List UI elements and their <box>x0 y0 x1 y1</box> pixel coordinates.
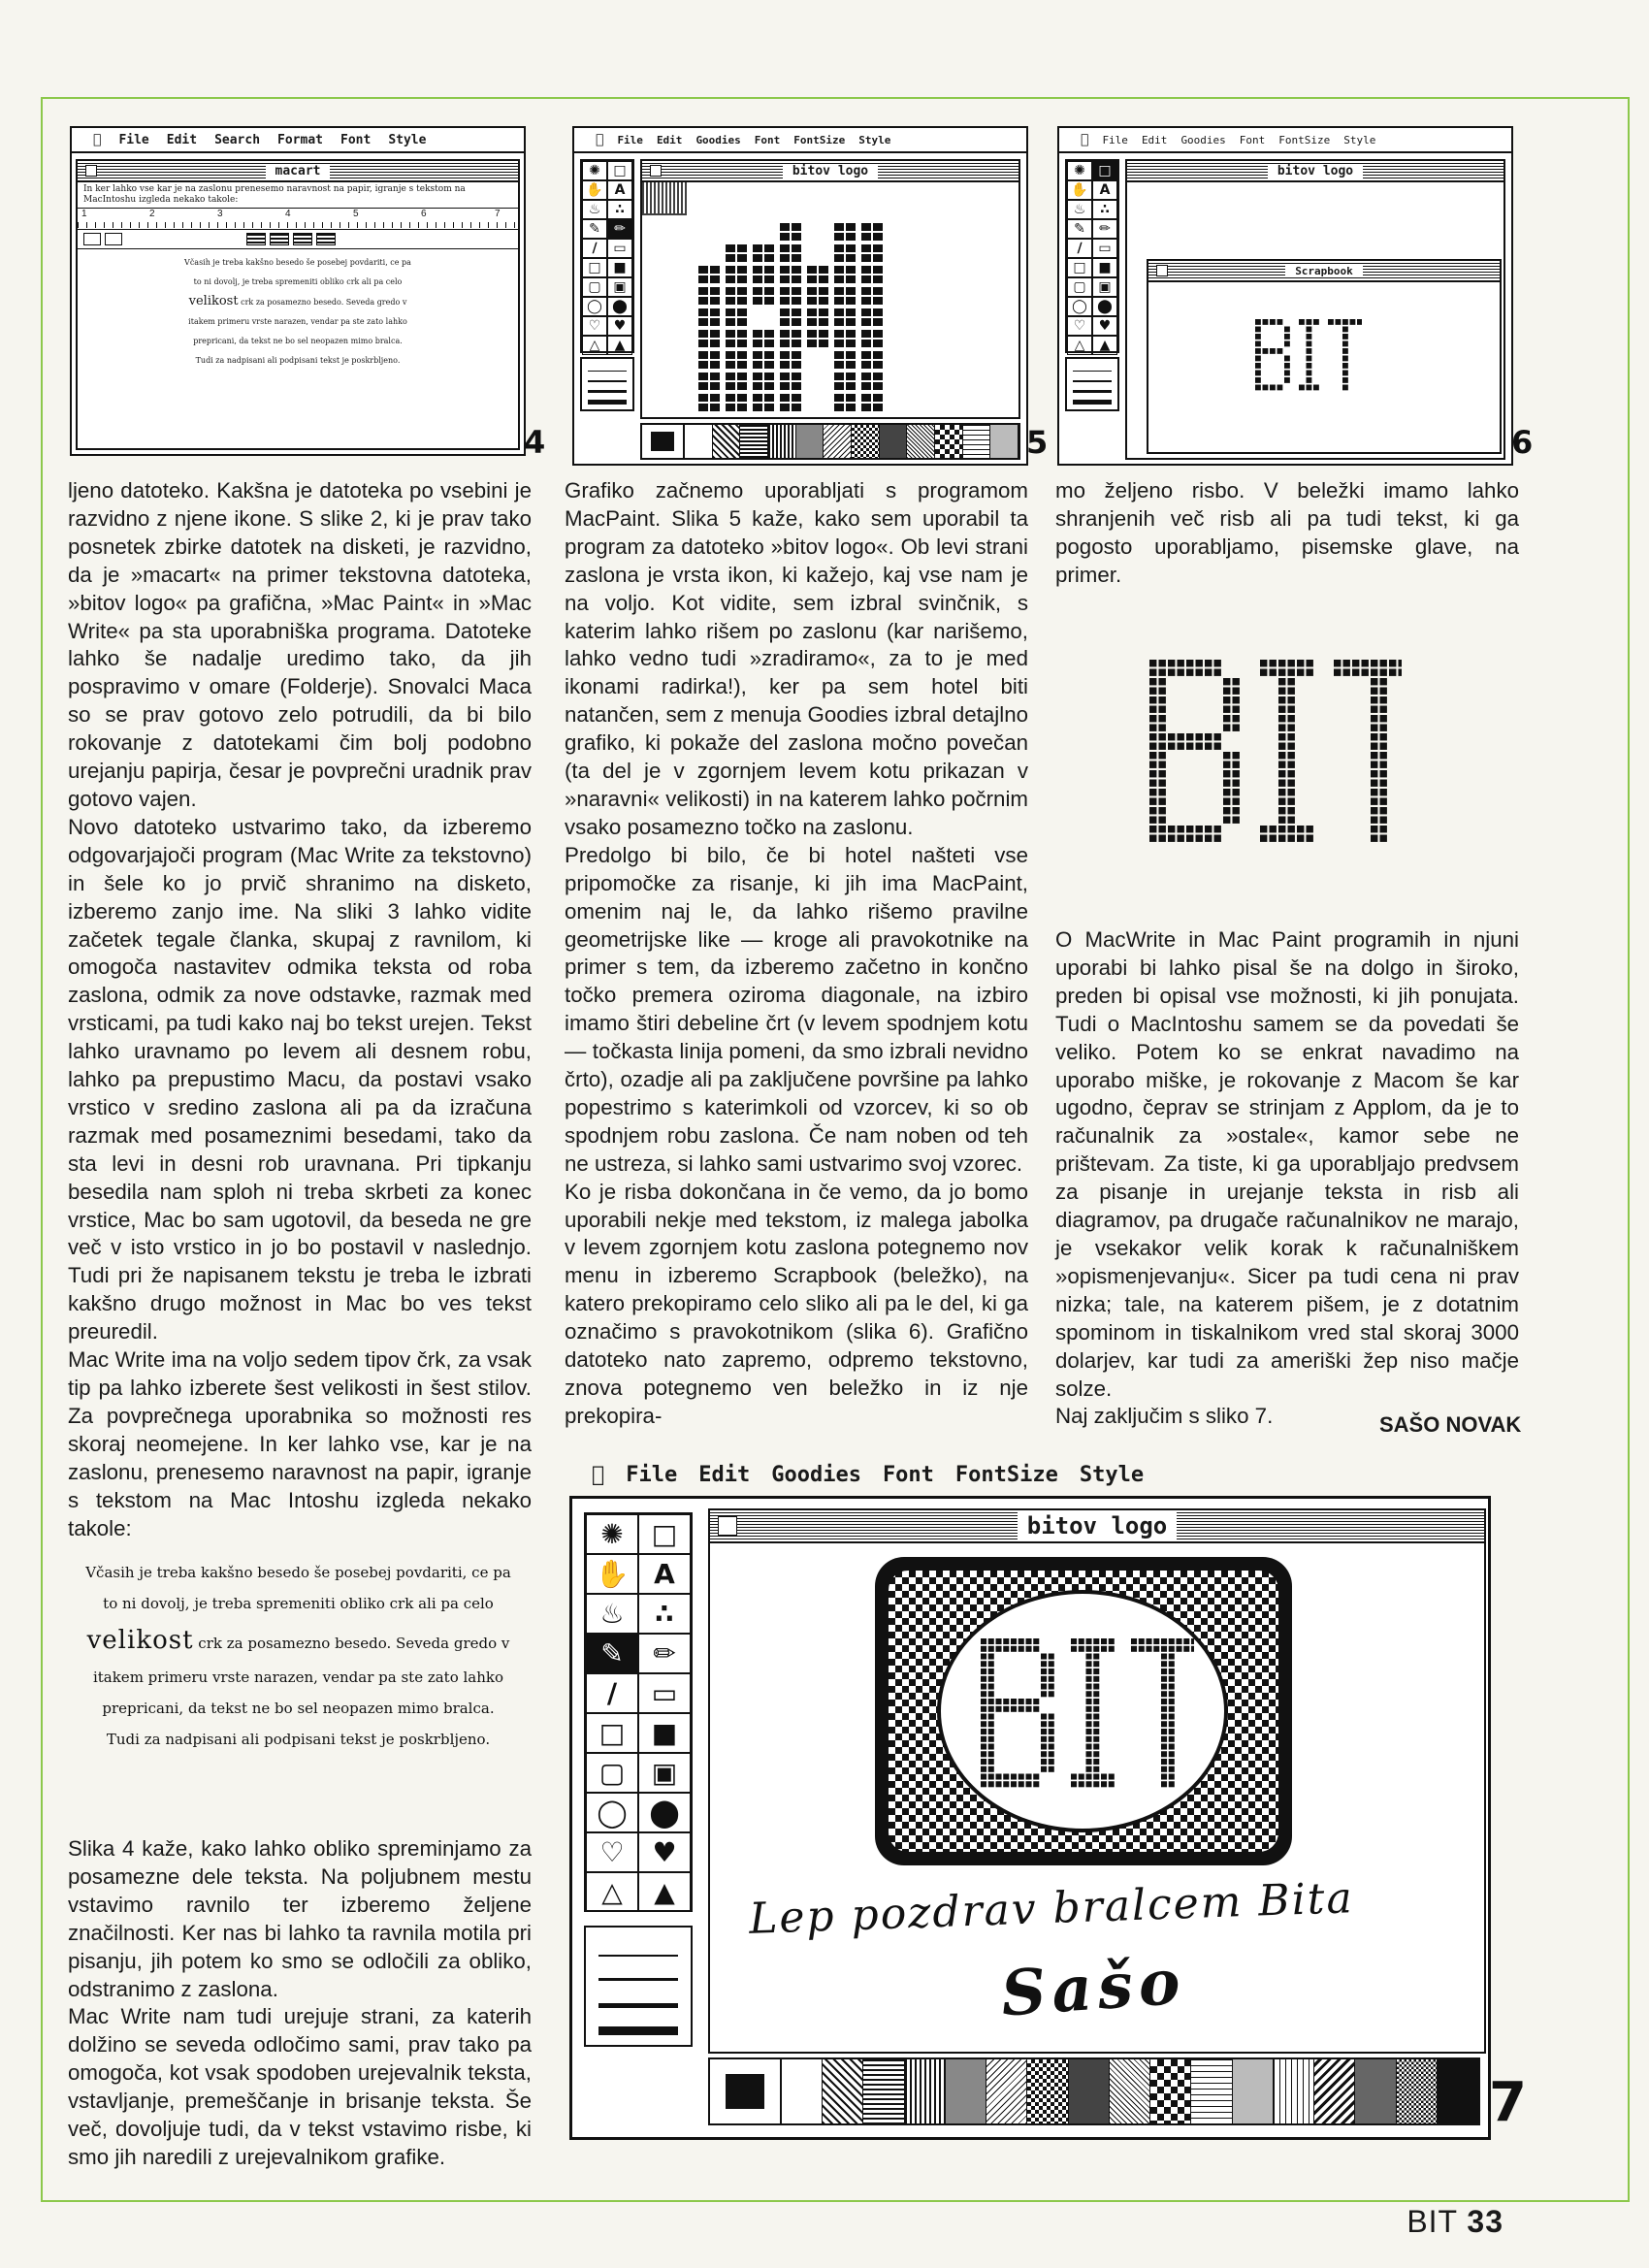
ruler-number: 6 <box>421 209 427 219</box>
eraser-icon[interactable]: ▭ <box>1092 239 1117 258</box>
menu-file[interactable]: File <box>111 132 142 147</box>
freeform-icon[interactable]: ♡ <box>586 1832 638 1872</box>
bucket-icon[interactable]: ♨ <box>1067 200 1092 219</box>
typography-sample <box>58 1564 538 1762</box>
oval-icon[interactable]: ◯ <box>582 297 607 316</box>
pattern[interactable] <box>823 2059 863 2123</box>
paragraph: Grafiko začnemo uporabljati s programom MacPaint. Slika 5 kaže, kako sem uporabil ta program za datoteko »bitov logo«. Ob levi strani zaslona je vrsta ikon, ki kažejo, kaj vse nam je na voljo. Kot vidite, sem izbral svinčnik, s katerim lahko rišem po zaslonu (kar narišemo, lahko vedno tudi »zradiramo«, za to je med ikonami radirka!), ker pa sem hotel biti natančen, sem z menuja Goodies izbral detajlno grafiko, ki pokaže del zaslona močno povečan (ta del je v zgornjem levem kotu prikazan v »naravni« velikosti) in na katerem lahko počrnim vsako posamezno točko na zaslonu. <box>565 478 1028 839</box>
close-box-icon[interactable] <box>718 1516 737 1536</box>
magazine-name: BIT <box>1406 2204 1458 2239</box>
paragraph: ljeno datoteko. Kakšna je datoteka po vsebini je razvidno z njene ikone. S slike 2, ki je prav tako posnetek zbirke datotek na disketi, je razvidno, da je »macart« na primer tekstovna datoteka, »bitov logo« pa grafična, »Mac Paint« in »Mac Write« pa sta uporabniška programa. Datoteke lahko še nadalje uredimo tako, da jih pospravimo v omare (Folderje). Snovalci Maca so se prav gotovo zelo potrudili, da bi bilo rokovanje z datotekami čim bolj podobno urejanju papirja, česar je povprečni uradnik prav gotovo vajen. <box>68 478 532 811</box>
line-icon[interactable]: ∕ <box>586 1673 638 1713</box>
pattern[interactable] <box>963 425 991 458</box>
spacing-icon[interactable] <box>83 233 101 245</box>
window-title: bitov logo <box>783 164 878 178</box>
eraser-icon[interactable]: ▭ <box>638 1673 691 1713</box>
menu-edit[interactable]: Edit <box>1133 133 1159 146</box>
menu-edit[interactable]: Edit <box>158 132 189 147</box>
pattern[interactable] <box>768 425 796 458</box>
menu-file[interactable]: File <box>609 133 635 146</box>
close-box-icon[interactable] <box>1156 265 1168 276</box>
menu-goodies[interactable]: Goodies <box>688 133 733 146</box>
ruler-number: 5 <box>353 209 359 219</box>
document-body[interactable] <box>78 182 518 209</box>
column-1-top <box>68 477 532 1542</box>
sample-line: itakem primeru vrste narazen, vendar pa ste zato lahko <box>188 317 407 326</box>
sample-line <box>78 292 518 312</box>
tool-palette <box>1065 159 1119 353</box>
menu-style[interactable]: Style <box>1335 133 1368 146</box>
ruler-number: 4 <box>285 209 291 219</box>
signature: Sašo <box>998 1945 1188 2031</box>
spray-icon[interactable]: ∴ <box>1092 200 1117 219</box>
body-line: In ker lahko vse kar je na zaslonu prenesemo naravnost na papir, igranje s tekstom na <box>83 184 466 194</box>
sample-line-rest: crk za posamezno besedo. Seveda gredo v <box>198 1635 510 1652</box>
spacing-icon[interactable] <box>105 233 122 245</box>
freeform-icon[interactable]: ♡ <box>1067 316 1092 336</box>
brush-icon[interactable]: ✎ <box>1067 219 1092 239</box>
filled-oval-icon[interactable]: ⬤ <box>607 297 632 316</box>
window-title: macart <box>266 164 331 178</box>
sample-big-word: velikost <box>188 294 239 308</box>
line-width-palette[interactable] <box>584 1926 693 2047</box>
figure-6-scrapbook-screenshot <box>1057 126 1513 466</box>
menu-fontsize[interactable]: FontSize <box>1270 133 1322 146</box>
freeform-icon[interactable]: ♡ <box>582 316 607 336</box>
figure-number: 5 <box>1026 424 1049 461</box>
filled-rounded-rect-icon[interactable]: ▣ <box>1092 277 1117 297</box>
line-width-palette[interactable] <box>580 357 634 411</box>
apple-icon[interactable] <box>596 132 603 147</box>
brush-icon[interactable]: ✎ <box>586 1634 638 1673</box>
pattern[interactable] <box>1233 2059 1274 2123</box>
filled-freeform-icon[interactable]: ♥ <box>1092 316 1117 336</box>
pattern[interactable] <box>1150 2059 1191 2123</box>
pattern[interactable] <box>1110 2059 1150 2123</box>
window-titlebar[interactable] <box>642 161 1018 182</box>
menu-font[interactable]: Font <box>332 132 363 147</box>
pattern[interactable] <box>685 425 713 458</box>
page-number: 33 <box>1467 2204 1504 2239</box>
ruler-icons <box>78 230 518 249</box>
sample-line <box>58 1626 538 1655</box>
paint-screen <box>569 1496 1491 2140</box>
pattern[interactable] <box>1027 2059 1068 2123</box>
spray-icon[interactable]: ∴ <box>638 1594 691 1634</box>
rounded-rect-icon[interactable]: ▢ <box>582 277 607 297</box>
align-left-icon[interactable] <box>246 233 266 245</box>
plate-bit-logo <box>981 1638 1194 1794</box>
filled-polygon-icon[interactable]: ▲ <box>638 1872 691 1912</box>
paint-window <box>640 159 1020 419</box>
menu-file[interactable]: File <box>613 1462 664 1487</box>
rectangle-icon[interactable]: □ <box>586 1713 638 1753</box>
select-icon[interactable]: □ <box>607 161 632 180</box>
figure-number: 4 <box>524 424 546 461</box>
author-byline: SAŠO NOVAK <box>1379 1412 1522 1437</box>
filled-rounded-rect-icon[interactable]: ▣ <box>638 1753 691 1793</box>
filled-rounded-rect-icon[interactable]: ▣ <box>607 277 632 297</box>
apple-icon[interactable] <box>1081 132 1088 147</box>
apple-icon[interactable] <box>592 1463 604 1487</box>
paragraph: Naj zaključim s sliko 7. <box>1055 1404 1274 1429</box>
sample-line: to ni dovolj, je treba spremeniti obliko crk ali pa celo <box>193 277 403 286</box>
menu-style[interactable]: Style <box>850 133 883 146</box>
select-icon[interactable]: □ <box>638 1514 691 1554</box>
hand-icon[interactable]: ✋ <box>1067 180 1092 200</box>
scrapbook-titlebar[interactable] <box>1148 261 1500 282</box>
page-footer <box>1406 2204 1504 2240</box>
pattern[interactable] <box>824 425 852 458</box>
menu-font[interactable]: Font <box>1231 133 1257 146</box>
tool-palette <box>580 159 634 353</box>
window-titlebar[interactable] <box>1127 161 1504 182</box>
pattern[interactable] <box>986 2059 1027 2123</box>
rounded-rect-icon[interactable]: ▢ <box>1067 277 1092 297</box>
menu-bar <box>558 1455 1494 1494</box>
ruler-number: 1 <box>81 209 87 219</box>
sample-line: Tudi za nadpisani ali podpisani tekst je poskrbljeno. <box>106 1731 491 1748</box>
body-line: MacIntoshu izgleda nekako takole: <box>83 195 239 205</box>
figure-7-macpaint-screenshot <box>558 1455 1494 2142</box>
menu-fontsize[interactable]: FontSize <box>785 133 837 146</box>
pattern[interactable] <box>905 2059 946 2123</box>
menu-format[interactable]: Format <box>269 132 315 147</box>
pattern[interactable] <box>782 2059 823 2123</box>
pattern[interactable] <box>1274 2059 1314 2123</box>
pattern[interactable] <box>852 425 880 458</box>
sample-line: prepricani, da tekst ne bo sel neopazen mimo bralca. <box>102 1700 495 1717</box>
align-right-icon[interactable] <box>293 233 312 245</box>
menu-file[interactable]: File <box>1094 133 1120 146</box>
window-titlebar[interactable] <box>710 1510 1484 1543</box>
align-center-icon[interactable] <box>270 233 289 245</box>
pattern[interactable] <box>907 425 935 458</box>
pencil-icon[interactable]: ✏ <box>1092 219 1117 239</box>
menu-edit[interactable]: Edit <box>685 1462 737 1487</box>
hand-icon[interactable]: ✋ <box>582 180 607 200</box>
pattern[interactable] <box>1314 2059 1355 2123</box>
paragraph: Predolgo bi bilo, če bi hotel našteti vse pripomočke za risanje, ki jih ima MacPaint, omenim naj le, da lahko rišemo pravilne geometrijske like — kroge ali pravokotnike na primer s tem, da izberemo začetno in končno točko premera oziroma diagonale, na izbiro imamo štiri debeline črt (v levem spodnjem kotu — točkasta linija pomeni, da smo izbrali nevidno črto), ozadje ali pa zaključene površine pa lahko popestrimo s katerimkoli od vzorcev, ki so ob spodnjem robu zaslona. Če nam noben od teh ne ustreza, si lahko sami ustvarimo svoj vzorec. <box>565 842 1028 1176</box>
pattern[interactable] <box>1191 2059 1232 2123</box>
pattern[interactable] <box>796 425 824 458</box>
brush-icon[interactable]: ✎ <box>582 219 607 239</box>
pattern[interactable] <box>946 2059 986 2123</box>
close-box-icon[interactable] <box>85 165 97 177</box>
filled-rectangle-icon[interactable]: ■ <box>1092 258 1117 277</box>
lasso-icon[interactable]: ✺ <box>586 1514 638 1554</box>
sample-line: prepricani, da tekst ne bo sel neopazen mimo bralca. <box>193 337 403 345</box>
menu-style[interactable]: Style <box>379 132 419 147</box>
current-pattern[interactable] <box>710 2059 782 2123</box>
menu-goodies[interactable]: Goodies <box>1173 133 1218 146</box>
filled-polygon-icon[interactable]: ▲ <box>607 336 632 355</box>
pattern-palette <box>640 423 1020 460</box>
paint-window <box>708 1508 1486 2054</box>
rectangle-icon[interactable]: □ <box>1067 258 1092 277</box>
pattern[interactable] <box>935 425 963 458</box>
line-width-palette[interactable] <box>1065 357 1119 411</box>
select-icon[interactable]: □ <box>1092 161 1117 180</box>
window-title: bitov logo <box>1018 1512 1178 1539</box>
spray-icon[interactable]: ∴ <box>607 200 632 219</box>
filled-oval-icon[interactable]: ⬤ <box>638 1793 691 1832</box>
scrapbook-window <box>1147 259 1502 454</box>
ruler-number: 3 <box>217 209 223 219</box>
menu-style[interactable]: Style <box>1066 1462 1131 1487</box>
handwriting: Lep pozdrav bralcem Bita <box>748 1873 1355 1944</box>
hand-icon[interactable]: ✋ <box>586 1554 638 1594</box>
figure-4-macwrite-screenshot <box>70 126 526 456</box>
apple-icon[interactable] <box>93 132 101 147</box>
menu-bar <box>1059 128 1511 153</box>
scrapbook-title: Scrapbook <box>1285 265 1363 277</box>
pattern[interactable] <box>713 425 741 458</box>
figure-number: 6 <box>1511 424 1534 461</box>
line-icon[interactable]: ∕ <box>582 239 607 258</box>
pattern[interactable] <box>880 425 908 458</box>
menu-edit[interactable]: Edit <box>648 133 674 146</box>
pattern[interactable] <box>863 2059 904 2123</box>
menu-search[interactable]: Search <box>206 132 252 147</box>
lasso-icon[interactable]: ✺ <box>1067 161 1092 180</box>
ruler[interactable] <box>78 209 518 230</box>
pencil-icon[interactable]: ✏ <box>607 219 632 239</box>
paragraph: Novo datoteko ustvarimo tako, da izberemo odgovarjajoči program (Mac Write za tekstovno) in šele ko jo prvič shranimo na disketo, izberemo zanjo ime. Na sliki 3 lahko vidite začetek tegale članka, skupaj z ravnilom, ki omogoča nastavitev odmika teksta od roba zaslona, odmik za nove odstavke, razmak med vrsticami, pa tudi kako naj bo tekst urejen. Tekst lahko uravnamo po levem ali desnem robu, lahko pa prepustimo Macu, da postavi vsako vrstico v sredino zaslona ali pa da izračuna razmak med posameznimi besedami, tako da sta levi in desni rob uravnana. Pri tipkanju besedila nam sploh ni treba skrbeti za konec vrstice, Mac bo sam ugotovil, da beseda ne gre več v isto vrstico in jo bo postavil v naslednjo. Tudi pri že napisanem tekstu je treba le izbrati kakšno drugo možnost in Mac bo ves tekst preuredil. <box>68 814 532 1345</box>
window-titlebar[interactable] <box>78 161 518 182</box>
filled-polygon-icon[interactable]: ▲ <box>1092 336 1117 355</box>
paragraph: O MacWrite in Mac Paint programih in njuni uporabi bi lahko pisal še na dolgo in široko, preden bi opisal vse možnosti, ki jih ponujata. Tudi o MacIntoshu samem se da povedati še veliko. Potem ko se enkrat navadimo na uporabo miške, je rokovanje z Macom še kar ugodno, čeprav se strinjam z Applom, da je to računalnik za »ostale«, kamor sebe ne prištevam. Za tiste, ki ga uporabljajo predvsem za pisanje in urejanje teksta in risb ali diagramov, pa drugače računalnikov ne marajo, je vsekakor velik korak k računalniškem »opismenjevanju«. Sicer pa tudi cena ni prav nizka; tale, na katerem pišem, je z dotatnim spominom in tiskalnikom vred stal skoraj 3000 dolarjev, kar tudi za ameriški žep niso mačje solze. <box>1055 927 1519 1401</box>
polygon-icon[interactable]: △ <box>586 1872 638 1912</box>
pencil-icon[interactable]: ✏ <box>638 1634 691 1673</box>
pattern[interactable] <box>1069 2059 1110 2123</box>
polygon-icon[interactable]: △ <box>1067 336 1092 355</box>
eraser-icon[interactable]: ▭ <box>607 239 632 258</box>
rounded-rect-icon[interactable]: ▢ <box>586 1753 638 1793</box>
sample-line: itakem primeru vrste narazen, vendar pa ste zato lahko <box>92 1669 504 1686</box>
ruler-number: 7 <box>495 209 501 219</box>
pattern[interactable] <box>1438 2059 1478 2123</box>
current-pattern[interactable] <box>642 425 685 458</box>
logo-plate <box>875 1557 1292 1865</box>
pattern[interactable] <box>740 425 768 458</box>
filled-freeform-icon[interactable]: ♥ <box>607 316 632 336</box>
column-3-bottom <box>1055 926 1519 1431</box>
paragraph: Mac Write ima na voljo sedem tipov črk, za vsak tip pa lahko izberete šest velikosti in šest stilov. Za povprečnega uporabnika so možnosti res skoraj neomejene. In ker lahko vse, kar je na zaslonu, prenesemo naravnost na papir, igranje s tekstom na Mac Intoshu izgleda nekako takole: <box>68 1347 532 1540</box>
menu-goodies[interactable]: Goodies <box>758 1462 849 1487</box>
tool-palette <box>584 1512 693 1912</box>
line-icon[interactable]: ∕ <box>1067 239 1092 258</box>
bit-logo-large <box>1149 660 1402 854</box>
ruler-number: 2 <box>149 209 155 219</box>
sample-line-rest: crk za posamezno besedo. Seveda gredo v <box>241 298 407 307</box>
paragraph: mo željeno risbo. V beležki imamo lahko shranjenih več risb ali pa tudi tekst, ki ga pogosto uporabljamo, pisemske glave, na primer. <box>1055 478 1519 587</box>
justify-icon[interactable] <box>316 233 336 245</box>
pattern[interactable] <box>990 425 1018 458</box>
text-icon[interactable]: A <box>1092 180 1117 200</box>
document-sample[interactable] <box>78 249 518 371</box>
scrapbook-bit-logo <box>1255 319 1362 397</box>
rectangle-icon[interactable]: □ <box>582 258 607 277</box>
fatbits-canvas[interactable] <box>698 223 892 417</box>
oval-icon[interactable]: ◯ <box>1067 297 1092 316</box>
lasso-icon[interactable]: ✺ <box>582 161 607 180</box>
sample-line: Tudi za nadpisani ali podpisani tekst je poskrbljeno. <box>195 356 401 365</box>
column-1-bottom <box>68 1835 532 2172</box>
menu-fontsize[interactable]: FontSize <box>942 1462 1046 1487</box>
paragraph: Ko je risba dokončana in če vemo, da jo bomo uporabili nekje med tekstom, iz malega jabolka v levem zgornjem kotu zaslona potegnemo nov menu in izberemo Scrapbook (beležko), na katero prekopiramo celo sliko ali pa le del, ki ga označimo s pravokotnikom (slika 6). Grafično datoteko nato zapremo, odpremo tekstovno, znova potegnemo ven beležko in iz nje prekopira- <box>565 1179 1028 1428</box>
filled-freeform-icon[interactable]: ♥ <box>638 1832 691 1872</box>
menu-font[interactable]: Font <box>869 1462 922 1487</box>
filled-rectangle-icon[interactable]: ■ <box>638 1713 691 1753</box>
sample-line: Včasih je treba kakšno besedo še posebej povdariti, ce pa <box>184 258 411 267</box>
column-2 <box>565 477 1028 1431</box>
paragraph: Mac Write nam tudi urejuje strani, za katerih dolžino se seveda odločimo sami, prav tako pa omogoča, kot vsak spodoben urejevalnik teksta, vstavljanje, premeščanje in brisanje teksta. Še več, dovoljuje tudi, da v tekst vstavimo risbe, ki smo jih naredili z urejevalnikom grafike. <box>68 2004 532 2169</box>
bucket-icon[interactable]: ♨ <box>582 200 607 219</box>
text-icon[interactable]: A <box>638 1554 691 1594</box>
sample-line: to ni dovolj, je treba spremeniti obliko crk ali pa celo <box>103 1595 494 1612</box>
sample-line: Včasih je treba kakšno besedo še posebej povdariti, ce pa <box>85 1564 511 1581</box>
macwrite-window <box>76 159 520 450</box>
pattern[interactable] <box>1397 2059 1438 2123</box>
figure-5-macpaint-screenshot <box>572 126 1028 466</box>
polygon-icon[interactable]: △ <box>582 336 607 355</box>
text-icon[interactable]: A <box>607 180 632 200</box>
bucket-icon[interactable]: ♨ <box>586 1594 638 1634</box>
filled-oval-icon[interactable]: ⬤ <box>1092 297 1117 316</box>
pattern[interactable] <box>1355 2059 1396 2123</box>
figure-number: 7 <box>1489 2071 1527 2134</box>
close-box-icon[interactable] <box>650 165 662 177</box>
column-3-top <box>1055 477 1519 590</box>
menu-bar <box>574 128 1026 153</box>
pattern-palette <box>708 2057 1480 2125</box>
menu-font[interactable]: Font <box>746 133 772 146</box>
filled-rectangle-icon[interactable]: ■ <box>607 258 632 277</box>
sample-big-word: velikost <box>86 1626 194 1655</box>
preview-box <box>642 182 687 215</box>
menu-bar <box>72 128 524 153</box>
paragraph: Slika 4 kaže, kako lahko obliko spreminjamo za posamezne dele teksta. Na poljubnem mestu vstavimo ravnilo ter izberemo željene značilnosti. Ker nas bi lahko ta ravnila motila pri pisanju, jih potem ko smo se odločili za obliko, odstranimo z zaslona. <box>68 1836 532 2001</box>
oval-icon[interactable]: ◯ <box>586 1793 638 1832</box>
window-title: bitov logo <box>1268 164 1363 178</box>
